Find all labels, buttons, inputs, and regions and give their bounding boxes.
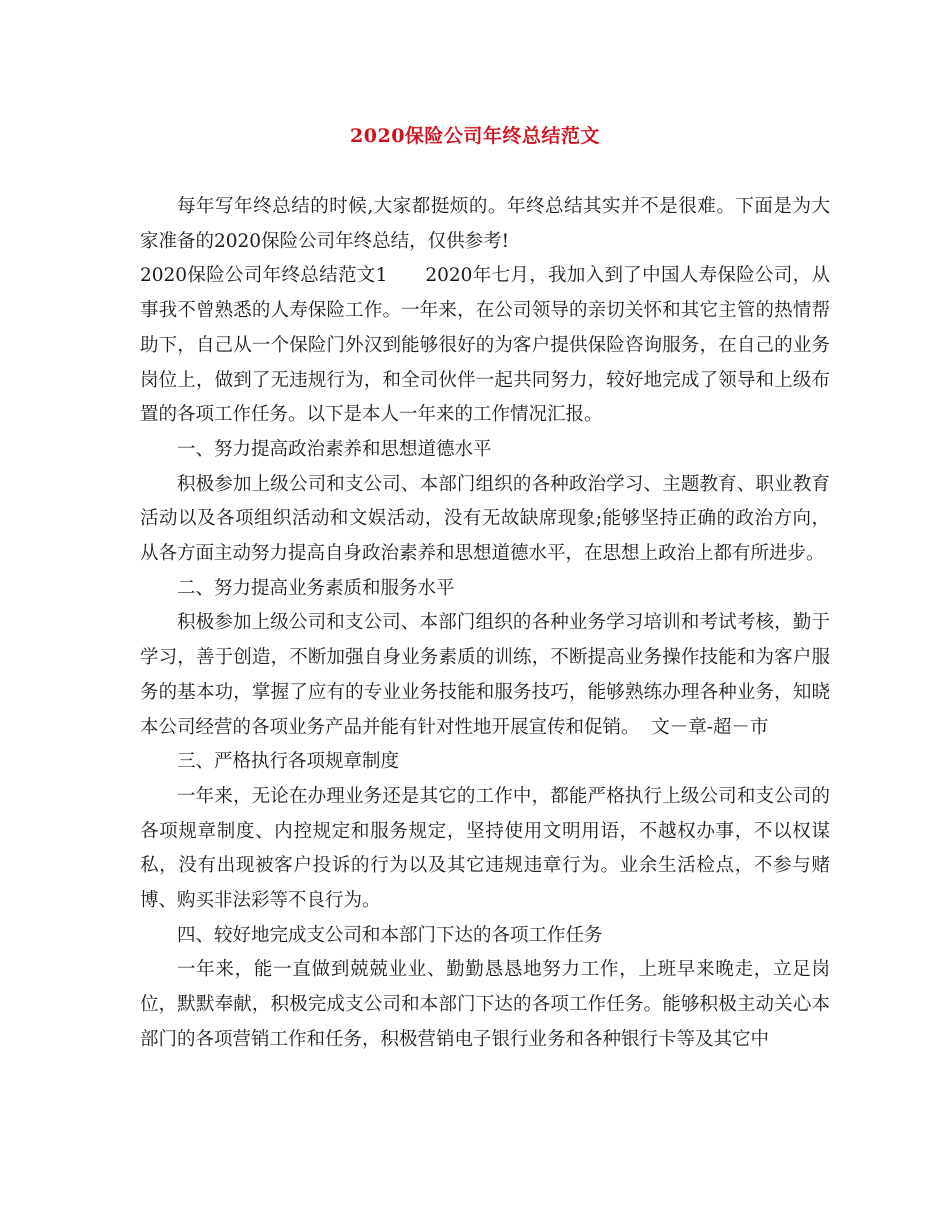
- section2-body: 积极参加上级公司和支公司、本部门组织的各种业务学习培训和考试考核，勤于学习，善于创造，不断加强自身业务素质的训练，不断提高业务操作技能和为客户服务的基本功，掌握了应有的专业业务技能和服务技巧，能够熟练办理各种业务，知晓本公司经营的各项业务产品并能有针对性地开展宣传和促销。: [140, 612, 830, 738]
- section2-paragraph: [140, 606, 830, 745]
- section2-heading: 二、努力提高业务素质和服务水平: [177, 577, 455, 599]
- section1-body: 积极参加上级公司和支公司、本部门组织的各种政治学习、主题教育、职业教育活动以及各项组织活动和文娱活动，没有无故缺席现象;能够坚持正确的政治方向，从各方面主动努力提高自身政治素养和思想道德水平，在思想上政治上都有所进步。: [140, 473, 830, 565]
- watermark-text: 文－章-超－市: [651, 716, 769, 738]
- section4-heading: 四、较好地完成支公司和本部门下达的各项工作任务: [177, 924, 603, 946]
- section4-body: 一年来，能一直做到兢兢业业、勤勤恳恳地努力工作，上班早来晚走，立足岗位，默默奉献，积极完成支公司和本部门下达的各项工作任务。能够积极主动关心本部门的各项营销工作和任务，积极营销电子银行业务和各种银行卡等及其它中: [140, 959, 830, 1050]
- document-title: 2020保险公司年终总结范文: [350, 125, 600, 147]
- sample-opening-text: 2020年七月，我加入到了中国人寿保险公司，从事我不曾熟悉的人寿保险工作。一年来，在公司领导的亲切关怀和其它主管的热情帮助下，自己从一个保险门外汉到能够很好的为客户提供保险咨询服务，在自己的业务岗位上，做到了无违规行为，和全司伙伴一起共同努力，较好地完成了领导和上级布置的各项工作任务。以下是本人一年来的工作情况汇报。: [140, 265, 830, 426]
- intro-paragraph: 每年写年终总结的时候,大家都挺烦的。年终总结其实并不是很难。下面是为大家准备的2020保险公司年终总结，仅供参考!: [140, 196, 830, 252]
- sample-paragraph: [140, 259, 830, 433]
- section3-heading: 三、严格执行各项规章制度: [177, 751, 400, 773]
- section3-body: 一年来，无论在办理业务还是其它的工作中，都能严格执行上级公司和支公司的各项规章制度、内控规定和服务规定，坚持使用文明用语，不越权办事，不以权谋私，没有出现被客户投诉的行为以及其它违规违章行为。业余生活检点，不参与赌博、购买非法彩等不良行为。: [140, 785, 830, 912]
- sample-heading: 2020保险公司年终总结范文1: [140, 265, 388, 287]
- section1-heading: 一、努力提高政治素养和思想道德水平: [177, 438, 492, 460]
- document-body: [140, 190, 830, 1058]
